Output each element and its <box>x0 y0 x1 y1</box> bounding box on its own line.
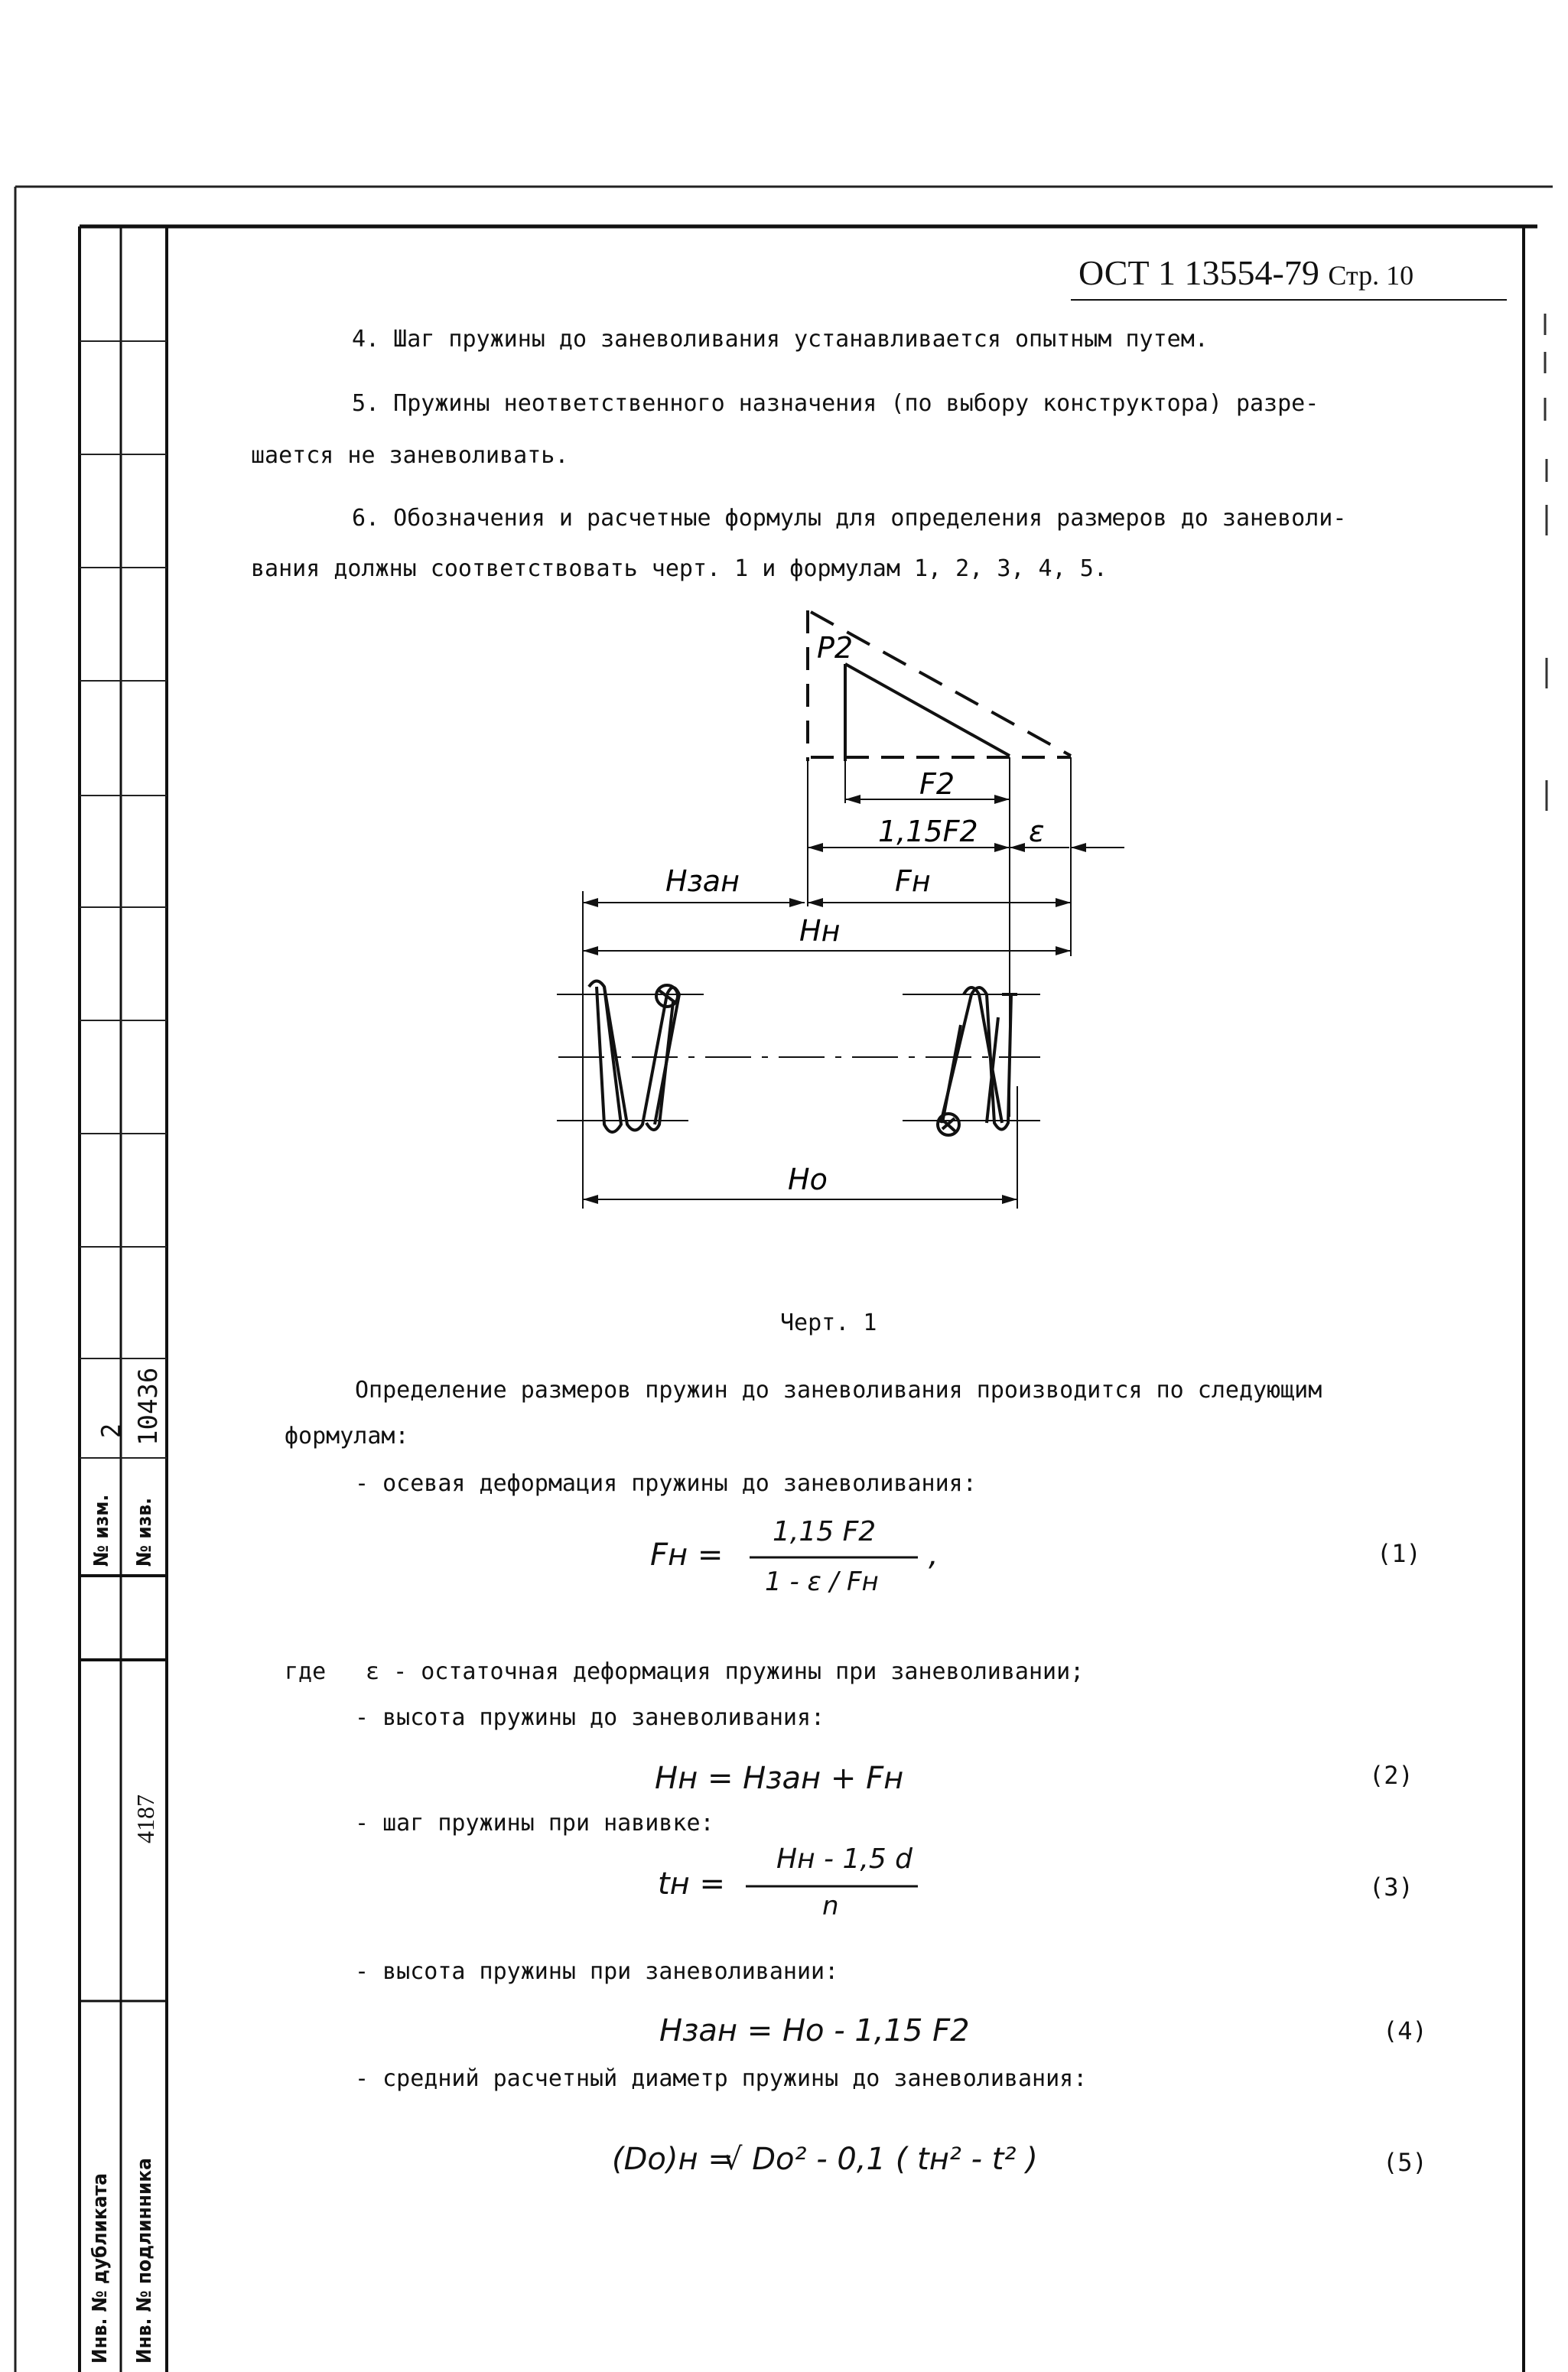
spring-drawing <box>535 597 1163 1224</box>
formula-3-fraction-bar <box>746 1884 918 1889</box>
formula-1-denominator: 1 - ε / Fн <box>765 1567 879 1597</box>
where-text: ε - остаточная деформация пружины при заневоливании; <box>366 1658 1085 1685</box>
item-height-before: - высота пружины до заневоливания: <box>355 1704 825 1731</box>
formula-3-denominator: n <box>822 1891 839 1921</box>
item-pitch: - шаг пружины при навивке: <box>355 1810 714 1837</box>
label-p2: P2 <box>817 631 854 665</box>
intro-line1: Определение размеров пружин до заневоливания производится по следующим <box>355 1377 1322 1404</box>
label-f2: F2 <box>919 767 955 801</box>
label-h0: Ho <box>788 1163 828 1196</box>
document-header <box>1078 252 1413 293</box>
figure-caption: Черт. 1 <box>780 1310 877 1336</box>
original-inv-label: Инв. № подлинника <box>133 2158 156 2364</box>
formula-3-lhs: tн = <box>658 1866 726 1902</box>
formula-4-number: (4) <box>1383 2016 1427 2045</box>
change-no-value: 2 <box>96 1423 127 1438</box>
inv-value: 4187 <box>132 1794 159 1843</box>
formula-5-rhs: √ Do² - 0,1 ( tн² - t² ) <box>723 2142 1038 2177</box>
label-hzan: Hзан <box>665 864 740 898</box>
change-no-label: № изм. <box>90 1494 113 1567</box>
formula-5-number: (5) <box>1383 2148 1427 2177</box>
item-height-during: - высота пружины при заневоливании: <box>355 1958 839 1985</box>
item-axial-deformation: - осевая деформация пружины до заневоливания: <box>355 1470 977 1497</box>
spring-coils-right <box>938 988 1017 1135</box>
notice-no-label: № изв. <box>133 1498 156 1567</box>
formula-1-tail: , <box>929 1537 939 1573</box>
paragraph-5-line2: шается не заневоливать. <box>251 442 569 469</box>
notice-no-value: 10436 <box>133 1367 164 1446</box>
duplicate-inv-label: Инв. № дубликата <box>89 2173 112 2364</box>
label-115f2: 1,15F2 <box>878 815 978 848</box>
page-label: Стр. 10 <box>1328 260 1414 291</box>
formula-1-number: (1) <box>1377 1539 1421 1568</box>
label-epsilon: ε <box>1029 815 1045 848</box>
paragraph-6-line1: 6. Обозначения и расчетные формулы для определения размеров до заневоли- <box>352 505 1347 532</box>
formula-4: Hзан = Ho - 1,15 F2 <box>659 2013 970 2048</box>
paragraph-4: 4. Шаг пружины до заневоливания устанавливается опытным путем. <box>352 326 1209 353</box>
item-mean-diameter: - средний расчетный диаметр пружины до заневоливания: <box>355 2065 1088 2092</box>
standard-number: ОСТ 1 13554-79 <box>1078 253 1319 292</box>
formula-5-lhs: (Do)н = <box>612 2142 734 2177</box>
formula-1-lhs: Fн = <box>650 1537 724 1573</box>
formula-1-numerator: 1,15 F2 <box>773 1516 877 1547</box>
formula-2: Hн = Hзан + Fн <box>655 1761 904 1796</box>
paragraph-5-line1: 5. Пружины неответственного назначения (по выбору конструктора) разре- <box>352 390 1319 417</box>
where-prefix: где <box>285 1658 327 1685</box>
formula-3-number: (3) <box>1369 1873 1413 1902</box>
formula-2-number: (2) <box>1369 1761 1413 1790</box>
paragraph-6-line2: вания должны соответствовать черт. 1 и формулам 1, 2, 3, 4, 5. <box>251 555 1108 582</box>
formula-1-fraction-bar <box>750 1555 918 1560</box>
label-fh: Fн <box>895 864 931 898</box>
formula-3-numerator: Hн - 1,5 d <box>776 1843 913 1875</box>
label-hh: Hн <box>799 914 841 948</box>
intro-line2: формулам: <box>285 1423 409 1450</box>
